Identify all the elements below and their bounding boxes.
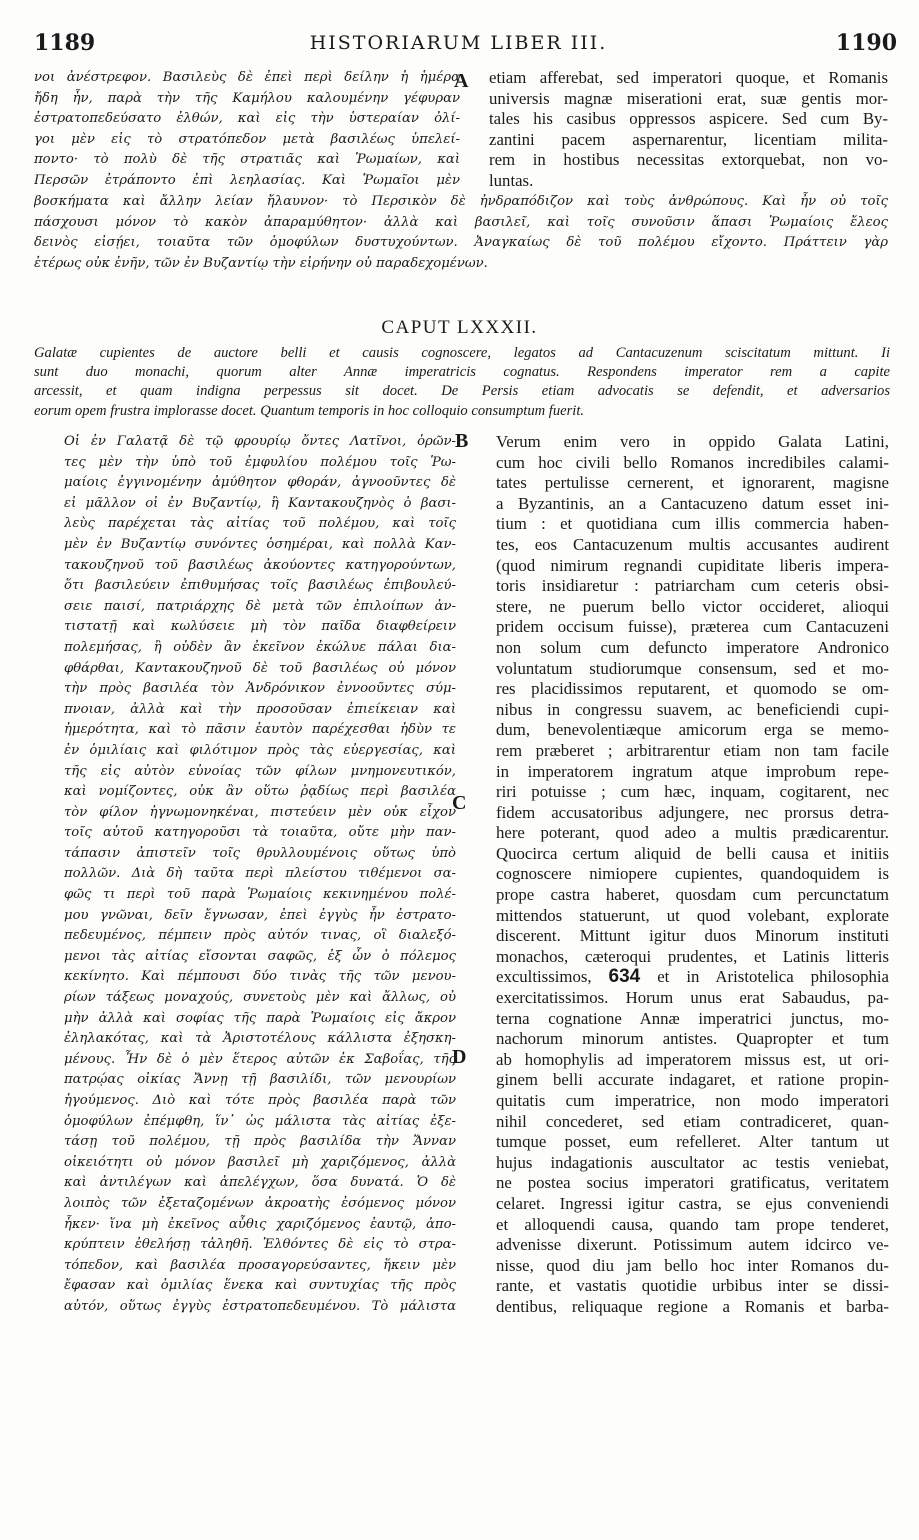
greek-text-line: πεδευμένος, πέμπειν πρὸς αὐτόν τινας, οἳ διαλεξό- xyxy=(64,928,456,944)
page-number-left: 1189 xyxy=(34,30,96,56)
greek-text-line: μένους. Ἦν δὲ ὁ μὲν ἕτερος αὐτῶν ἐκ Σαβοΐας, τῆς xyxy=(64,1051,456,1067)
greek-text-line: μὴν ἀλλὰ καὶ σοφίας τῆς παρὰ Ῥωμαίοις εἰς ἄκρον xyxy=(64,1010,456,1026)
margin-marker-c: C xyxy=(452,792,467,814)
greek-text-line: καὶ ἀντιλέγων καὶ ἀπελέγχων, ὅσα δυνατά. Ὁ δὲ xyxy=(64,1175,456,1191)
greek-text-line: βοσκήματα καὶ ἄλλην λείαν ἤλαυνον· τὸ Περσικὸν δὲ ἠνδραπόδιζον καὶ τοὺς ἀνθρώπους. Καὶ ἦν οὐ τοῖς xyxy=(34,194,888,209)
greek-text-line: ἡμερότητα, καὶ τὸ πᾶσιν ἑαυτὸν παρέχεσθαι ἡδὺν τε xyxy=(64,722,456,738)
latin-text-line: nihil concederet, sed etiam contradiceret, quan- xyxy=(496,1111,889,1131)
greek-text-line: τοῖς αὐτοῦ κατηγοροῦσι τὰ τοιαῦτα, οὔτε μὴν παν- xyxy=(64,825,456,841)
latin-text-segment: et in Aristotelica philosophia xyxy=(640,967,889,987)
greek-text-line: οἰκειότητι οὐ μόνον βασιλεῖ μὴ χαριζόμενος, ἀλλὰ xyxy=(64,1154,456,1170)
latin-text-line: a Byzantinis, an a Cantacuzeno datum esset ini- xyxy=(496,493,889,513)
latin-text-line: cum hoc civili bello Romanos incredibiles calami- xyxy=(496,452,889,472)
greek-text-line: τακουζηνοῦ τοῦ βασιλέως ἀκούοντες κατηγορούντων, xyxy=(64,557,456,573)
running-head xyxy=(20,30,897,64)
greek-text-line: τὴν πρὸς βασιλέα τὸν Ἀνδρόνικον ἐννοοῦντες σύμ- xyxy=(64,681,456,697)
latin-text-line: Verum enim vero in oppido Galata Latini, xyxy=(496,432,889,451)
latin-text-line: tes, eos Cantacuzenum multis accusantes audirent xyxy=(496,534,889,554)
greek-text-line: τόπεδον, καὶ βασιλέα προσαγορεύσαντες, ἥκειν μὲν xyxy=(64,1257,456,1273)
greek-text-line: Περσῶν ἐτράποντο ἐπὶ λεηλασίας. Καὶ Ῥωμαῖοι μὲν xyxy=(34,172,460,188)
greek-text-line: καὶ νομίζοντες, οὐκ ἂν οὕτω ῥᾳδίως περὶ βασιλέα xyxy=(64,784,456,800)
latin-text-line: toris insidiaretur : patriarcham cum ceteris obsi- xyxy=(496,576,889,596)
greek-text-line: τὸν φίλον ἠγνωμονηκέναι, πιστεύειν μὲν οὐκ εἶχον xyxy=(64,804,456,820)
latin-text-line: ab homophylis ad imperatorem missus est, ut ori- xyxy=(496,1049,889,1069)
greek-text-line: τῆς εἰς αὐτὸν εὐνοίας τῶν φίλων μνημονευτικόν, xyxy=(64,763,456,779)
greek-text-line: φῶς τι περὶ τοῦ παρὰ Ῥωμαίοις κεκινημένου πολέ- xyxy=(64,887,456,903)
greek-text-line: πάσχουσι μόνον τὸ κακὸν ἀπαραμύθητον· ἀλλὰ καὶ βασιλεῖ, καὶ τοῖς συνοῦσιν ἅπασι Ῥωμαίοις ἔλεος xyxy=(34,214,888,230)
greek-text-line: ἐν ὁμιλίαις καὶ φιλότιμον πρὸς τὰς εὐεργεσίας, καὶ xyxy=(64,742,456,758)
latin-text-segment: excultissimos, xyxy=(496,967,609,987)
greek-text-line: τες μὲν τὴν ὑπὸ τοῦ ἐμφυλίου πολέμου τοῖς Ῥω- xyxy=(64,454,456,470)
greek-text-line: ἑτέρως οὐκ ἐνῆν, τῶν ἐν Βυζαντίῳ τὴν εἰρήνην οὐ παραδεχομένων. xyxy=(34,255,488,271)
greek-text-line: πατρῴας οἰκίας Ἄννῃ τῇ βασιλίδι, τῶν μενουρίων xyxy=(64,1072,456,1088)
latin-text-line: exercitatissimos. Horum unus erat Sabaudus, pa- xyxy=(496,988,889,1008)
greek-text-line: τιστατῇ καὶ κωλύσειε μὴ τὸν παῖδα διαφθείρειν xyxy=(64,619,456,635)
greek-text-line: ἤδη ἦν, παρὰ τὴν τῆς Καμήλου καλουμένην γέφυραν xyxy=(34,90,460,106)
chapter-heading: CAPUT LXXXII. xyxy=(381,317,538,338)
greek-text-line: μὲν ἐν Βυζαντίῳ συνόντες ὁσημέραι, καὶ πολλὰ Καν- xyxy=(64,536,456,552)
chapter-summary xyxy=(34,344,890,421)
greek-text-line: ὁμοφύλων ἐπέμφθη, ἵν᾽ ὡς μάλιστα τὰς αἰτίας ἐξε- xyxy=(64,1113,456,1129)
greek-text-line: νοι ἀνέστρεφον. Βασιλεὺς δὲ ἐπεὶ περὶ δείλην ἡ ἡμέρα xyxy=(34,70,460,85)
latin-text-line: nibus in congressu suavem, ac beneficiendi cupi- xyxy=(496,699,889,719)
main-latin-column xyxy=(496,432,889,1318)
latin-text-line: zantini pacem aspernarentur, licentiam milita- xyxy=(489,129,888,149)
latin-text-line: ne postea socius imperatori gratificatus, veritatem xyxy=(496,1173,889,1193)
latin-text-line: universis magnæ miserationi erat, suæ gentis mor- xyxy=(489,88,888,108)
greek-text-line: Οἱ ἐν Γαλατᾷ δὲ τῷ φρουρίῳ ὄντες Λατῖνοι, ὁρῶν- xyxy=(64,434,456,449)
latin-text-line: celaret. Ingressi igitur castra, se ejus conveniendi xyxy=(496,1193,889,1213)
latin-text-line: terna cognatione Annæ imperatrici junctus, mo- xyxy=(496,1008,889,1028)
greek-text-line: κρύπτειν ἐθελήσῃ τἀληθῆ. Ἐλθόντες δὲ εἰς τὸ στρα- xyxy=(64,1237,456,1253)
latin-text-line: quitatis cum imperatrice, non modo imperatori xyxy=(496,1091,889,1110)
latin-text-line: advenisse dixerunt. Potissimum autem idcirco ve- xyxy=(496,1235,889,1255)
top-greek-full-width xyxy=(34,192,888,274)
top-latin-column xyxy=(489,68,888,192)
greek-text-line: λεὺς παρέχεται τὰς αἰτίας τοῦ πολέμου, καὶ τοῖς xyxy=(64,516,456,532)
latin-text-line: here poterant, quod adeo a multis prædicarentur. xyxy=(496,823,889,843)
greek-text-line: τάπασιν ἀπιστεῖν τοῖς θρυλλουμένοις οὕτως ὑπὸ xyxy=(64,845,456,861)
greek-text-line: ρίων τάξεως μοναχούς, συνετοὺς μὲν καὶ ἄλλως, οὐ xyxy=(64,990,456,1006)
margin-marker-a: A xyxy=(454,70,469,92)
margin-marker-d: D xyxy=(452,1046,467,1068)
greek-text-line: εἰ μᾶλλον οἱ ἐν Βυζαντίῳ, ἢ Καντακουζηνὸς ὁ βασι- xyxy=(64,495,456,511)
latin-text-line: riri potuisse ; cum hæc, inquam, cogitarent, nec xyxy=(496,782,889,802)
greek-text-line: πολλῶν. Διὰ δὴ ταῦτα περὶ πλείστου τιθέμενοι σα- xyxy=(64,866,456,882)
latin-text-line: prope castra haberet, quosdam cum percunctatum xyxy=(496,885,889,905)
latin-text-line: dum, benevolentiæque amicorum erga se memo- xyxy=(496,720,889,740)
latin-text-line: cognoscere nimiopere cupientes, quandoquidem is xyxy=(496,864,889,884)
greek-text-line: κεκίνητο. Καὶ πέμπουσι δύο τινὰς τῆς τῶν μενου- xyxy=(64,969,456,985)
greek-text-line: πολεμήσας, ἢ οὐδὲν ἂν ἐκεῖνον ἐκώλυε πάλαι δια- xyxy=(64,639,456,655)
greek-text-line: μου γνῶναι, δεῖν ἔγνωσαν, ἐπεὶ ἐγγὺς ἦν ἐστρατο- xyxy=(64,907,456,923)
latin-text-line: monachos, cæteroqui prudentes, et Latinis litteris xyxy=(496,946,889,966)
greek-text-line: μαίοις ἐγγινομένην ἀμύθητον φθοράν, ἀγνοοῦντες δὲ xyxy=(64,475,456,491)
greek-text-line: φθάρθαι, Καντακουζηνοῦ δὲ τοῦ βασιλέως οὐ μόνον xyxy=(64,660,456,676)
latin-text-line: Quocirca certum aliquid de belli causa et initiis xyxy=(496,843,889,863)
greek-text-line: γοι μὲν εἰς τὸ στρατόπεδον μετὰ βασιλέως ὑπελεί- xyxy=(34,131,460,147)
latin-text-line: tium : et quotidiana cum illis commercia haben- xyxy=(496,514,889,534)
greek-text-line: ἧκεν· ἵνα μὴ ἐκεῖνος αὖθις χαριζόμενος ἑαυτῷ, ἀπο- xyxy=(64,1216,456,1232)
latin-text-line: fidem accusatoribus adjungere, nec prorsus detra- xyxy=(496,802,889,822)
latin-text-line: luntas. xyxy=(489,170,534,190)
latin-text-line: nisse, quod diu jam bello hoc inter Romanos du- xyxy=(496,1255,889,1275)
greek-text-line: σειε παισί, πατριάρχης δὲ μετὰ τῶν ἐπιλοίπων ἀν- xyxy=(64,598,456,614)
latin-text-line: etiam afferebat, sed imperatori quoque, et Romanis xyxy=(489,68,888,87)
latin-text-line: res placidissimos reputarent, et quomodo se om- xyxy=(496,679,889,699)
latin-text-line: mittendos statuerunt, ut quod volebant, explorate xyxy=(496,905,889,925)
latin-text-line: et alloquendi causa, quando tam prope tenderet, xyxy=(496,1214,889,1234)
page-number-right: 1190 xyxy=(835,30,897,56)
greek-text-line: ὅτι βασιλεύειν ἐπιθυμήσας τοῖς βασιλέως ἐπιβουλεύ- xyxy=(64,578,456,594)
latin-text-line: non solum cum defuncto imperatore Andronico xyxy=(496,637,889,657)
latin-text-line xyxy=(496,967,889,988)
latin-text-line: in imperatorem ingratum atque improbum repe- xyxy=(496,761,889,781)
latin-text-line: pridem occisum fuisse), præterea cum Cantacuzeni xyxy=(496,617,889,637)
latin-text-line: hujus indagationis auscultator ac testis veniebat, xyxy=(496,1152,889,1172)
top-greek-column xyxy=(34,68,460,192)
greek-text-line: λοιπὸς τῶν ἐξεταζομένων ἀκροατὴς ἐσόμενος μόνον xyxy=(64,1195,456,1211)
summary-line: arcessit, et quam indigna perpessus sit docet. De Persis etiam advocatis se defendit, et adversarios xyxy=(34,383,890,400)
book-title: HISTORIARUM LIBER III. xyxy=(309,32,608,54)
greek-text-line: ἐστρατοπεδεύσατο ἐλθών, καὶ εἰς τὴν ὑστεραίαν ὀλί- xyxy=(34,111,460,127)
greek-text-line: ποντο· τὸ πολὺ δὲ τῆς στρατιᾶς καὶ Ῥωμαίων, καὶ xyxy=(34,152,460,168)
latin-text-line: ginem belli accurate indagaret, et ratione propin- xyxy=(496,1070,889,1090)
greek-text-line: δεινὸς εἰσῄει, τοιαῦτα τῶν ὁμοφύλων δυστυχούντων. Ἀναγκαίως δὲ τοῦ πολέμου εἴχοντο. Πράττειν γὰρ xyxy=(34,235,888,251)
main-greek-column xyxy=(64,432,456,1318)
latin-text-line: (quod nimirum regnandi cupiditate liberis impera- xyxy=(496,555,889,575)
page-reference: 634 xyxy=(608,967,641,988)
latin-text-line: nachorum minorum antistes. Quapropter et tum xyxy=(496,1029,889,1049)
latin-text-line: tales his casibus oppressos aspicere. Sed cum By- xyxy=(489,109,888,129)
latin-text-line: rante, et vastatis quotidie urbibus inter se dissi- xyxy=(496,1276,889,1296)
greek-text-line: πνοιαν, ἀλλὰ καὶ τὴν προσοῦσαν ἐπιείκειαν καὶ xyxy=(64,701,456,717)
summary-line: sunt duo monachi, quorum alter Annæ imperatricis cognatus. Respondens imperator rem a capite xyxy=(34,364,890,381)
latin-text-line: rem præberet ; arbitrarentur etiam non tam facile xyxy=(496,740,889,760)
latin-text-line: stere, ne puerum bello victor occideret, alioqui xyxy=(496,596,889,616)
greek-text-line: αὐτόν, οὕτως ἐγγὺς ἐστρατοπεδευμένου. Τὸ μάλιστα xyxy=(64,1298,456,1314)
latin-text-line: discerent. Mittunt igitur duos Minorum instituti xyxy=(496,926,889,946)
summary-line: Galatæ cupientes de auctore belli et causis cognoscere, legatos ad Cantacuzenum sciscitatum mittunt. Ii xyxy=(34,345,890,361)
summary-line: eorum opem frustra implorasse docet. Quantum temporis in hoc colloquio consumptum fuerit. xyxy=(34,402,585,419)
latin-text-line: tumque posset, eum refelleret. Alter tantum ut xyxy=(496,1132,889,1152)
latin-text-line: dentibus, reliquaque regione a Romanis et barba- xyxy=(496,1296,889,1316)
greek-text-line: μενοι τὰς αἰτίας εἴσονται σαφῶς, ἐξ ὧν ὁ πόλεμος xyxy=(64,948,456,964)
greek-text-line: τάσῃ τοῦ πολέμου, τῇ πρὸς βασιλίδα τὴν Ἄνναν xyxy=(64,1134,456,1150)
margin-marker-b: B xyxy=(455,430,469,452)
latin-text-line: tates pertulisse cernerent, et ignorarent, magisne xyxy=(496,473,889,493)
greek-text-line: ἔφασαν καὶ ὁμιλίας ἕνεκα καὶ συντυχίας τῆς πρὸς xyxy=(64,1278,456,1294)
latin-text-line: rem in hostibus necessitas extorquebat, non vo- xyxy=(489,150,888,170)
latin-text-line: voluntatum studiorumque consensum, sed et mo- xyxy=(496,658,889,678)
greek-text-line: ἡγούμενος. Διὸ καὶ τότε πρὸς βασιλέα παρὰ τῶν xyxy=(64,1093,456,1108)
greek-text-line: ἐληλακότας, καὶ τὰ Ἀριστοτέλους κάλλιστα ἐξησκη- xyxy=(64,1031,456,1047)
